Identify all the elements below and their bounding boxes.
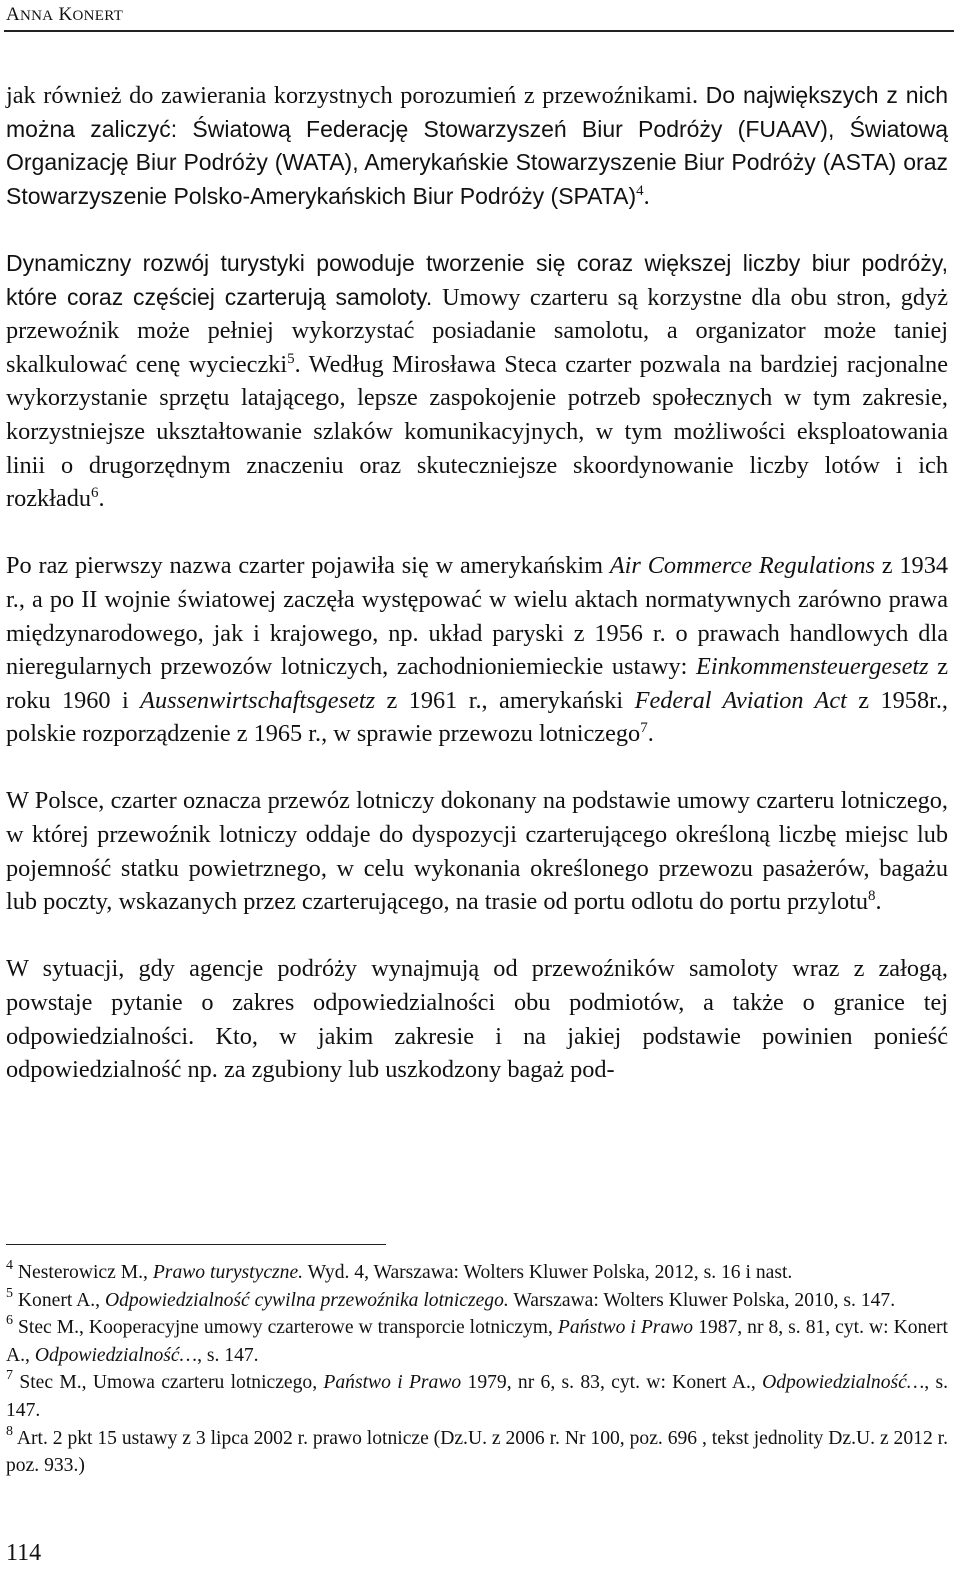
running-head [6,4,123,26]
paragraph-2: Dynamiczny rozwój turystyki powoduje tworzenie się coraz większej liczby biur podróży, które coraz częściej czarterują samoloty. Umowy czarteru są korzystne dla obu stron, gdyż przewoźnik może pełniej wykorzystać posiadanie samolotu, a organizator może taniej skalkulować cenę wycieczki$^5$. Według Mirosława Steca czarter pozwala na bardziej racjonalne wykorzystanie sprzętu latającego, lepsze zaspokojenie potrzeb społecznych w tym zakresie, korzystniejsze ukształtowanie szlaków komunikacyjnych, w tym możliwości eksploatowania linii o drugorzędnym znaczeniu oraz skuteczniejsze skoordynowanie liczby lotów i ich rozkładu$^6$. [6,249,948,513]
page-number: 114 [6,1540,42,1566]
footnote-ref[interactable]: 5 [287,350,295,367]
footnote-ref[interactable]: 8 [868,888,876,905]
paragraph-1: jak również do zawierania korzystnych porozumień z przewoźnikami. Do największych z nich można zaliczyć: Światową Federację Stowarzyszeń Biur Podróży (FUAAV), Światową Organizację Biur Podróży (WATA), Amerykańskie Stowarzyszenie Biur Podróży (ASTA) oraz Stowarzyszenie Polsko-Amerykańskich Biur Podróży (SPATA)$^4$. [6,82,949,210]
header-rule [4,30,954,32]
running-head-initial: K [58,4,73,25]
paragraph-4: W Polsce, czarter oznacza przewóz lotniczy dokonany na podstawie umowy czarteru lotniczego, w której przewoźnik lotniczy oddaje do dyspozycji czarterującego określoną liczbę miejsc lub pojemność statku powietrznego, w celu wykonania określonego przewozu pasażerów, bagażu lub poczty, wskazanych przez czarterującego, na trasie od portu odlotu do portu przylotu$^8$. [6,787,948,916]
footnote: $^5$ Konert A., Odpowiedzialność cywilna przewoźnika lotniczego. Warszawa: Wolters Kluwer Polska, 2010, s. 147. [6,1285,896,1311]
paragraph-3: Po raz pierwszy nazwa czarter pojawiła się w amerykańskim Air Commerce Regulations z 1934 r., a po II wojnie światowej zaczęła występować w wielu aktach normatywnych zarówno prawa międzynarodowego, jak i krajowego, np. układ paryski z 1956 r. o prawach handlowych dla nieregularnych przewozów lotniczych, zachodnioniemieckie ustawy: Einkommensteuergesetz z roku 1960 i Aussenwirtschaftsgesetz z 1961 r., amerykański Federal Aviation Act z 1958r., polskie rozporządzenie z 1965 r., w sprawie przewozu lotniczego$^7$. [6,552,948,748]
footnote-ref[interactable]: 7 [640,720,648,737]
paragraph-5: W sytuacji, gdy agencje podróży wynajmują od przewoźników samoloty wraz z załogą, powstaje pytanie o zakres odpowiedzialności obu podmiotów, a także o granice tej odpowiedzialności. Kto, w jakim zakresie i na jakiej podstawie powinien ponieść odpowiedzialność np. za zgubiony lub uszkodzony bagaż pod- [6,955,948,1084]
footnote-ref[interactable]: 4 [636,182,644,199]
running-head-text: NNA [20,8,54,24]
footnote-ref[interactable]: 6 [91,485,99,502]
footnote: $^4$ Nesterowicz M., Prawo turystyczne. Wyd. 4, Warszawa: Wolters Kluwer Polska, 2012, s. 16 i nast. [6,1258,793,1283]
running-head-initial: A [6,4,21,25]
footnote: $^8$ Art. 2 pkt 15 ustawy z 3 lipca 2002 r. prawo lotnicze (Dz.U. z 2006 r. Nr 100, poz. 696 , tekst jednolity Dz.U. z 2012 r. poz. 933.) [6,1423,948,1477]
running-head-text: ONERT [72,8,124,24]
footnote: $^6$ Stec M., Kooperacyjne umowy czarterowe w transporcie lotniczym, Państwo i Prawo 1987, nr 8, s. 81, cyt. w: Konert A., Odpowiedzialność…, s. 147. [6,1313,948,1366]
main-text [6,79,948,1120]
footnote-separator [6,1244,386,1245]
footnote: $^7$ Stec M., Umowa czarteru lotniczego, Państwo i Prawo 1979, nr 6, s. 83, cyt. w: Konert A., Odpowiedzialność…, s. 147. [6,1368,949,1421]
footnotes [6,1259,948,1480]
